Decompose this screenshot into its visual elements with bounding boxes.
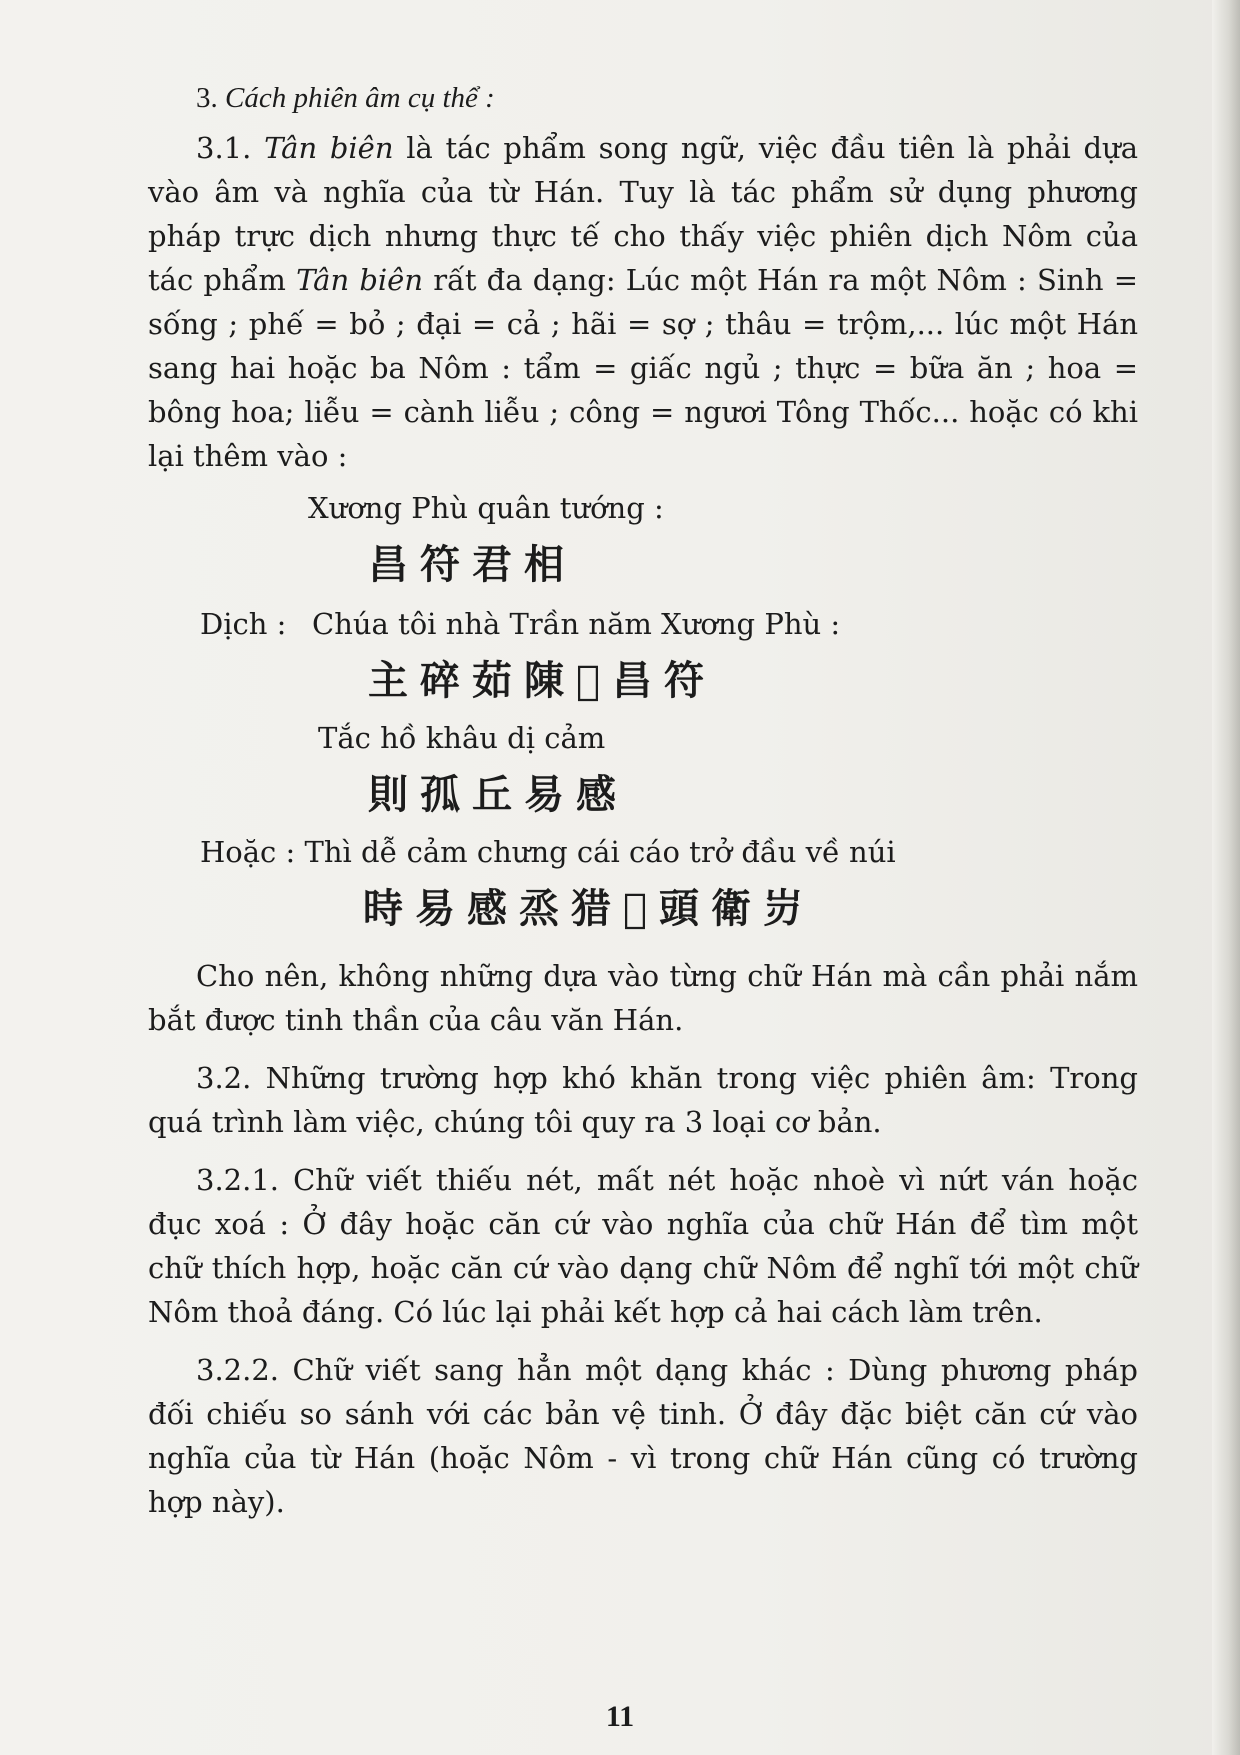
para-3-1-title2: Tân biên	[296, 263, 424, 297]
example-quote-line: Xương Phù quân tướng :	[308, 491, 664, 525]
paragraph-cho-nen: Cho nên, không những dựa vào từng chữ Hán mà cần phải nắm bắt được tinh thần của câu văn Hán.	[148, 959, 1138, 1037]
example-tac-line: Tắc hồ khâu dị cảm	[318, 721, 606, 755]
para-3-1-text2: rất đa dạng: Lúc một Hán ra một Nôm : Sinh = sống ; phế = bỏ ; đại = cả ; hãi = sợ ; thâu = trộm,... lúc một Hán sang hai hoặc ba Nôm : tẩm = giấc ngủ ; thực = bữa ăn ; hoa = bông hoa; liễu = cành liễu ; công = ngươi Tông Thốc... hoặc có khi lại thêm vào :	[148, 263, 1138, 473]
han-line-2: 主碎茹陳𢆥昌符	[368, 658, 717, 704]
dich-text: Chúa tôi nhà Trần năm Xương Phù :	[312, 607, 841, 641]
han-line-3: 則孤丘易感	[368, 772, 628, 818]
paragraph-3-2-1: 3.2.1. Chữ viết thiếu nét, mất nét hoặc nhoè vì nứt ván hoặc đục xoá : Ở đây hoặc căn cứ vào nghĩa của chữ Hán để tìm một chữ thích hợp, hoặc căn cứ vào dạng chữ Nôm để nghĩ tới một chữ Nôm thoả đáng. Có lúc lại phải kết hợp cả hai cách làm trên.	[148, 1163, 1138, 1329]
paragraph-3-1	[148, 126, 1138, 478]
heading-title: Cách phiên âm cụ thể :	[225, 82, 495, 114]
example-dich-line	[148, 602, 1138, 646]
section-heading	[148, 76, 1138, 120]
page-number: 11	[605, 1700, 635, 1733]
para-3-1-title: Tân biên	[264, 131, 394, 165]
han-line-1: 昌符君相	[368, 542, 576, 588]
para-3-1-text1: là tác phẩm song ngữ, việc đầu tiên là phải dựa vào âm và nghĩa của từ Hán. Tuy là tác phẩm sử dụng phương pháp trực dịch nhưng thực tế cho thấy việc phiên dịch Nôm của tác phẩm	[148, 131, 1139, 297]
paragraph-3-2: 3.2. Những trường hợp khó khăn trong việc phiên âm: Trong quá trình làm việc, chúng tôi quy ra 3 loại cơ bản.	[148, 1061, 1138, 1139]
page-edge-shadow	[1212, 0, 1240, 1755]
example-hoac-line: Hoặc : Thì dễ cảm chưng cái cáo trở đầu về núi	[200, 835, 896, 869]
paragraph-3-2-2: 3.2.2. Chữ viết sang hẳn một dạng khác : Dùng phương pháp đối chiếu so sánh với các bản vệ tinh. Ở đây đặc biệt căn cứ vào nghĩa của từ Hán (hoặc Nôm - vì trong chữ Hán cũng có trường hợp này).	[148, 1353, 1138, 1519]
dich-label: Dịch :	[200, 607, 287, 641]
heading-number: 3.	[196, 82, 218, 114]
page-content	[148, 76, 1138, 1524]
para-3-1-number: 3.1.	[196, 131, 252, 165]
han-line-4: 時易感烝猎𨀍頭衛岃	[363, 886, 816, 932]
